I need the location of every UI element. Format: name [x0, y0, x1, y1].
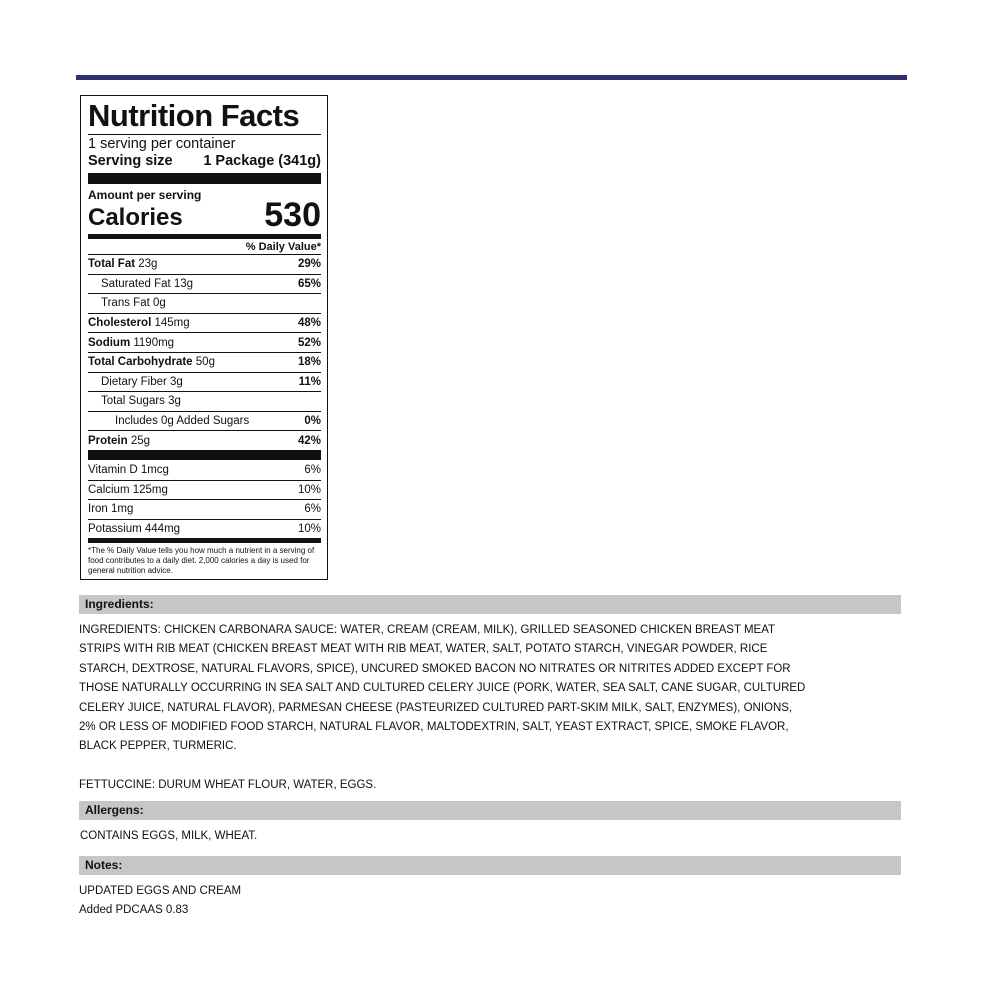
nutrient-row-cholesterol — [88, 313, 321, 333]
nutrition-facts-label — [80, 95, 328, 580]
nutrient-row-saturated-fat — [88, 274, 321, 294]
thick-divider — [88, 173, 321, 184]
daily-value-header: % Daily Value* — [245, 241, 321, 253]
nutrient-label: Dietary Fiber 3g — [101, 375, 183, 388]
nutrient-name: Total Fat — [88, 258, 136, 271]
ingredients-line: CELERY JUICE, NATURAL FLAVOR), PARMESAN CHEESE (PASTEURIZED CULTURED PART-SKIM MILK, SALT, ENZYMES), ONIONS, — [79, 701, 793, 714]
vitamin-label: Potassium 444mg — [88, 523, 181, 536]
top-divider — [76, 75, 907, 80]
nutrient-row-dietary-fiber — [88, 372, 321, 392]
nutrient-percent: 65% — [297, 277, 321, 290]
daily-value-footnote: *The % Daily Value tells you how much a nutrient in a serving of food contributes to a daily diet. 2,000 calories a day is used for general nutrition advice. — [88, 546, 315, 576]
divider — [88, 134, 321, 135]
ingredients-header: Ingredients: — [79, 595, 901, 614]
serving-size-row — [88, 153, 321, 170]
ingredients-text — [79, 621, 805, 757]
nutrient-name: Protein — [88, 434, 128, 447]
notes-line: UPDATED EGGS AND CREAM — [79, 885, 242, 897]
nutrient-percent: 52% — [297, 336, 321, 349]
thick-divider — [88, 450, 321, 460]
fettuccine-ingredients: FETTUCCINE: DURUM WHEAT FLOUR, WATER, EGGS. — [79, 779, 377, 791]
ingredients-line: INGREDIENTS: CHICKEN CARBONARA SAUCE: WATER, CREAM (CREAM, MILK), GRILLED SEASONED CHICKEN BREAST MEAT — [79, 624, 776, 636]
allergens-text: CONTAINS EGGS, MILK, WHEAT. — [80, 830, 258, 842]
vitamin-percent: 10% — [297, 483, 321, 496]
nutrient-row-total-fat — [88, 254, 321, 274]
nutrient-label: Trans Fat 0g — [101, 297, 166, 310]
ingredients-line: BLACK PEPPER, TURMERIC. — [79, 740, 237, 753]
ingredients-line: THOSE NATURALLY OCCURRING IN SEA SALT AND CULTURED CELERY JUICE (PORK, WATER, SEA SALT, CANE SUGAR, CULTURED — [79, 682, 806, 695]
ingredients-line: STRIPS WITH RIB MEAT (CHICKEN BREAST MEAT WITH RIB MEAT, WATER, SALT, POTATO STARCH, VINEGAR POWDER, RICE — [79, 643, 768, 656]
serving-size-label: Serving size — [88, 153, 173, 169]
vitamin-percent: 6% — [304, 463, 321, 476]
nutrient-row-added-sugars — [88, 411, 321, 431]
nutrient-label: Total Sugars 3g — [101, 395, 181, 408]
nutrition-title: Nutrition Facts — [88, 98, 300, 133]
notes-header: Notes: — [79, 856, 901, 875]
nutrient-percent: 29% — [297, 258, 321, 271]
nutrient-name: Sodium — [88, 336, 131, 349]
calories-row — [88, 196, 321, 234]
nutrient-percent: 48% — [297, 317, 321, 330]
notes-line: Added PDCAAS 0.83 — [79, 904, 189, 917]
vitamin-row-calcium — [88, 480, 321, 500]
nutrient-amount: 25g — [127, 434, 151, 447]
vitamin-percent: 10% — [297, 523, 321, 536]
nutrient-amount: 50g — [192, 356, 215, 369]
nutrient-row-total-carbohydrate — [88, 352, 321, 372]
nutrient-name: Total Carbohydrate — [88, 356, 193, 369]
calories-label: Calories — [88, 204, 183, 231]
nutrient-percent: 42% — [297, 434, 321, 447]
ingredients-line: STARCH, DEXTROSE, NATURAL FLAVORS, SPICE), UNCURED SMOKED BACON NO NITRATES OR NITRITES ADDED EXCEPT FOR — [79, 662, 791, 675]
vitamin-label: Iron 1mg — [88, 503, 134, 516]
vitamin-row-potassium — [88, 519, 321, 539]
nutrient-row-sodium — [88, 332, 321, 352]
serving-size-value: 1 Package (341g) — [203, 153, 321, 169]
nutrient-percent: 0% — [304, 415, 321, 428]
vitamin-percent: 6% — [304, 503, 321, 516]
nutrient-amount: 23g — [135, 258, 158, 271]
vitamin-label: Calcium 125mg — [88, 483, 168, 496]
nutrient-percent: 18% — [297, 356, 321, 369]
vitamin-row-iron — [88, 499, 321, 519]
vitamins-list — [88, 460, 321, 538]
nutrient-amount: 1190mg — [130, 336, 175, 349]
nutrient-label: Includes 0g Added Sugars — [115, 415, 250, 428]
vitamin-row-vitamin-d — [88, 460, 321, 480]
notes-text — [79, 882, 241, 921]
nutrient-name: Cholesterol — [88, 317, 152, 330]
medium-divider — [88, 538, 321, 543]
nutrient-label: Saturated Fat 13g — [101, 277, 194, 290]
amount-per-serving: Amount per serving — [88, 188, 202, 202]
allergens-header: Allergens: — [79, 801, 901, 820]
vitamin-label: Vitamin D 1mcg — [88, 463, 169, 476]
nutrient-row-protein — [88, 430, 321, 450]
calories-value: 530 — [264, 196, 321, 234]
servings-per-container: 1 serving per container — [88, 136, 236, 152]
nutrient-percent: 11% — [298, 375, 321, 388]
nutrient-row-total-sugars — [88, 391, 321, 411]
nutrient-amount: 145mg — [151, 317, 190, 330]
nutrient-row-trans-fat — [88, 293, 321, 313]
ingredients-line: 2% OR LESS OF MODIFIED FOOD STARCH, NATURAL FLAVOR, MALTODEXTRIN, SALT, YEAST EXTRACT, SPICE, SMOKE FLAVOR, — [79, 721, 789, 734]
